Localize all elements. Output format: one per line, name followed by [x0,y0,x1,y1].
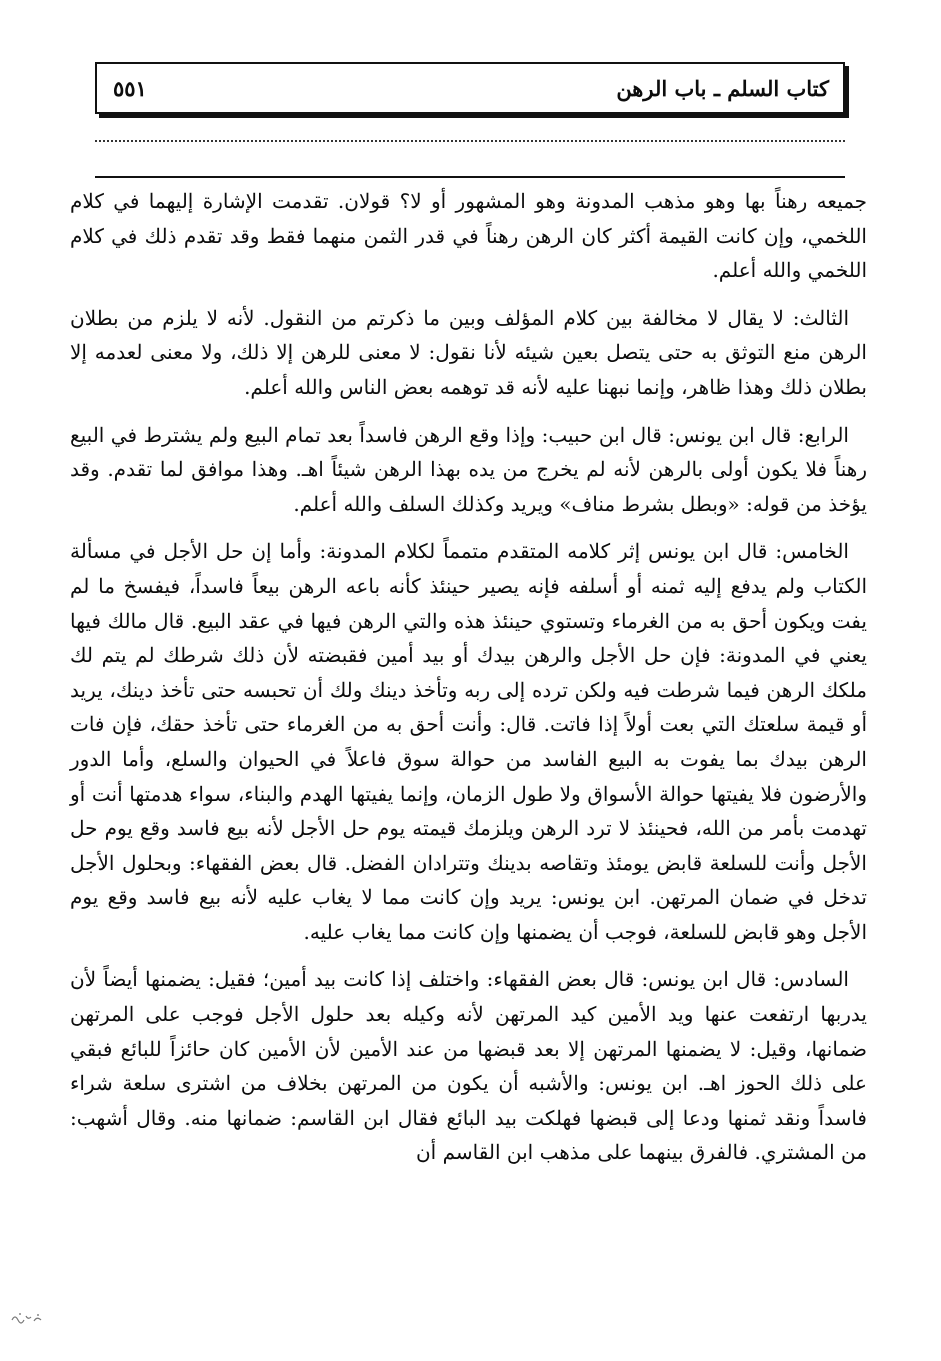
paragraph-third: الثالث: لا يقال لا مخالفة بين كلام المؤلف وبين ما ذكرتم من النقول. لأنه لا يلزم من بطلان الرهن منع التوثق به حتى يتصل بعين شيئه لأنا نقول: لا معنى للرهن إلا ذلك، ولا معنى لعدمه إلا بطلان ذلك وهذا ظاهر، وإنما نبهنا عليه لأنه قد توهمه بعض الناس والله أعلم. [70,305,867,399]
paragraph-fourth: الرابع: قال ابن يونس: قال ابن حبيب: وإذا وقع الرهن فاسداً بعد تمام البيع ولم يشترط في البيع رهناً فلا يكون أولى بالرهن لأنه لم يخرج من يده بهذا الرهن شيئاً اهـ. وهذا موافق لما تقدم. وقد يؤخذ من قوله: «وبطل بشرط مناف» ويريد وكذلك السلف والله أعلم. [70,422,867,516]
paragraph-sixth: السادس: قال ابن يونس: قال بعض الفقهاء: واختلف إذا كانت بيد أمين؛ فقيل: يضمنها أيضاً لأن يدربها ارتفعت عنها ويد الأمين كيد المرتهن لأنه وكيله بعد حلول الأجل فوجب على المرتهن ضمانها، وقيل: لا يضمنها المرتهن إلا بعد قبضها من عند الأمين لأن الأمين كان حائزاً للبائع فبقي على ذلك الحوز اهـ. ابن يونس: والأشبه أن يكون من المرتهن بخلاف من اشترى سلعة شراء فاسداً ونقد ثمنها ودعا إلى قبضها فهلكت بيد البائع فقال ابن القاسم: ضمانها منه. وقال أشهب: من المشتري. فالفرق بينهما على مذهب ابن القاسم أن [70,967,867,1165]
paragraph-continuation: جميعه رهناً بها وهو مذهب المدونة وهو المشهور أو لا؟ قولان. تقدمت الإشارة إليهما في كلام اللخمي، وإن كانت القيمة أكثر كان الرهن رهناً في قدر الثمن منهما فقط وقد تقدم ذلك في كلام اللخمي والله أعلم. [70,189,867,283]
body-text [70,184,867,1183]
page-number: ٥٥١ [113,76,147,101]
header-title: كتاب السلم ـ باب الرهن [616,76,829,101]
dotted-divider [95,140,845,142]
paragraph-fifth: الخامس: قال ابن يونس إثر كلامه المتقدم متمماً لكلام المدونة: وأما إن حل الأجل في مسألة الكتاب ولم يدفع إليه ثمنه أو أسلفه فإنه يصير حينئذ كأنه باعه الرهن بيعاً فاسداً، فيفسخ ما لم يفت ويكون أحق به من الغرماء وتستوي حينئذ هذه والتي الرهن فيها في عقد البيع. قال مالك فيها يعني في المدونة: فإن حل الأجل والرهن بيدك أو بيد أمين فقبضته لأن ذلك شرطك لم يتم لك ملكك الرهن فيما شرطت فيه ولكن ترده إلى ربه وتأخذ دينك ولك أن تحبسه حتى تأخذ دينك، يريد أو قيمة سلعتك التي بعت أولاً إذا فاتت. قال: وأنت أحق به من الغرماء حتى تأخذ حقك، فإن فات الرهن بيدك بما يفوت به البيع الفاسد من حوالة سوق فاعلاً في الحيوان والسلع، وأما الدور والأرضون فلا يفيتها حوالة الأسواق ولا طول الزمان، وإنما يفيتها الهدم والبناء، سواء هدمتها أنت أو تهدمت بأمر من الله، فحينئذ لا ترد الرهن ويلزمك قيمته يوم حل الأجل لأنه بيع فاسد وقع يوم حل الأجل وأنت للسلعة قابض يومئذ وتقاصه بدينك وتترادان الفضل. قال بعض الفقهاء: وبحلول الأجل تدخل في ضمان المرتهن. ابن يونس: يريد وإن كانت مما لا يغاب عليه لأنه بيع فاسد وقع يوم الأجل وهو قابض للسلعة، فوجب أن يضمنها وإن كانت مما يغاب عليه. [70,539,867,944]
solid-divider [95,176,845,178]
margin-smudge-mark [8,1308,46,1328]
running-header [95,62,845,114]
